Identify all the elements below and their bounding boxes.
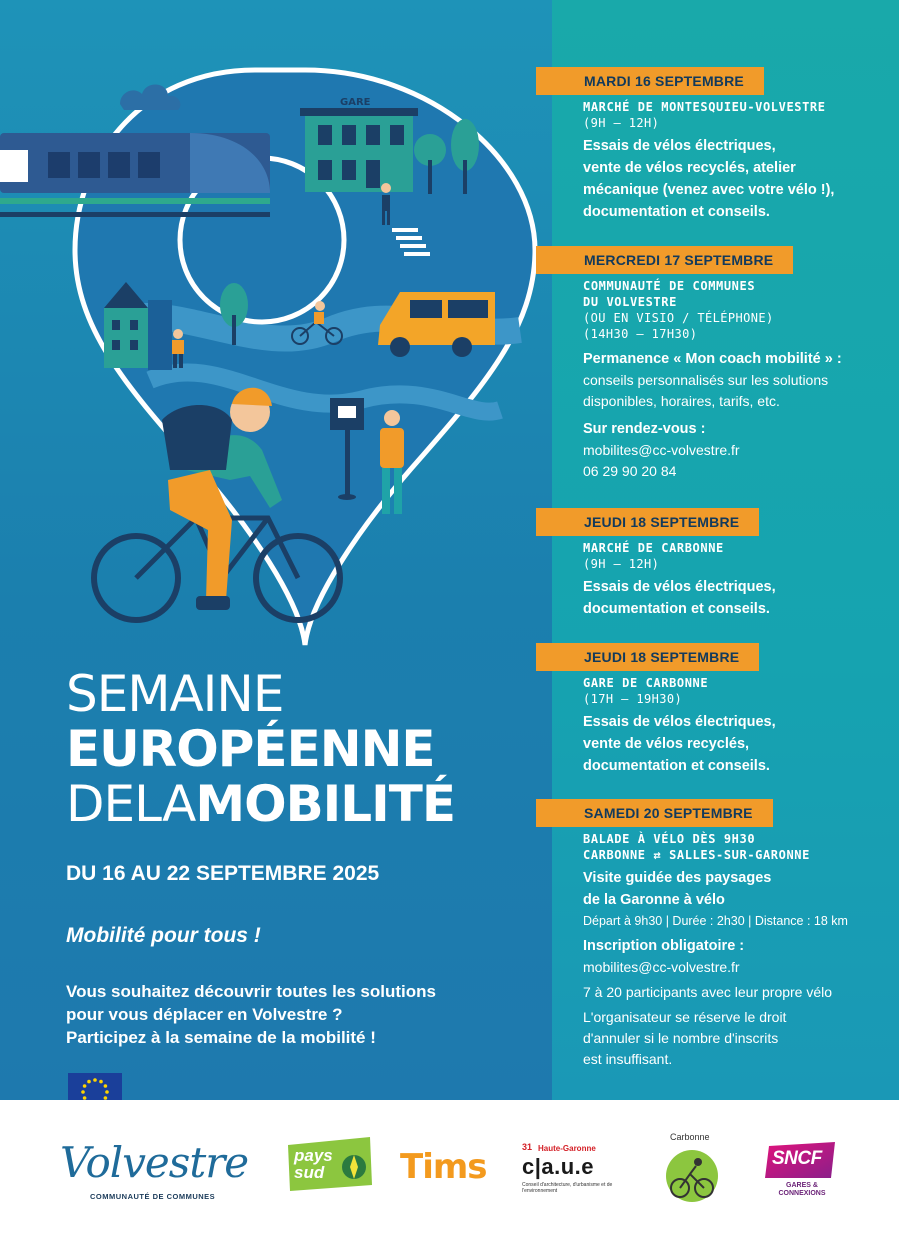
event-hours: (14H30 – 17H30) <box>583 327 698 341</box>
event-place-sub: (OU EN VISIO / TÉLÉPHONE) <box>583 311 774 325</box>
event-description: Essais de vélos électriques, documentation et conseils. <box>583 579 776 617</box>
event-description: Essais de vélos électriques, vente de vélos recyclés, documentation et conseils. <box>583 714 776 774</box>
ride-details: Départ à 9h30 | Durée : 2h30 | Distance : 18 km <box>583 914 848 928</box>
tims-logo[interactable]: Tims <box>400 1147 487 1187</box>
sncf-subtitle: GARES & CONNEXIONS <box>778 1182 826 1197</box>
event-place: GARE DE CARBONNE <box>583 676 709 690</box>
event-description: Essais de vélos électriques, vente de vélos recyclés, atelier mécanique (venez avec votre vélo !), documentation et conseils. <box>583 138 835 220</box>
sncf-wordmark: SNCF <box>772 1148 822 1169</box>
cancellation-notice: L'organisateur se réserve le droit d'annuler si le nombre d'inscrits est insuffisant. <box>583 1009 787 1067</box>
registration-label: Inscription obligatoire : <box>583 938 745 954</box>
event-date-tag: MARDI 16 SEPTEMBRE <box>536 67 764 95</box>
event-hours: (9H – 12H) <box>583 557 660 571</box>
appointment-label: Sur rendez-vous : <box>583 421 706 437</box>
intro-text: Vous souhaitez découvrir toutes les solutions pour vous déplacer en Volvestre ? Participez à la semaine de la mobilité ! <box>66 982 436 1047</box>
event-place-line1: COMMUNAUTÉ DE COMMUNES <box>583 279 756 293</box>
volvestre-wordmark: Volvestre <box>60 1138 249 1187</box>
event-description: Visite guidée des paysages de la Garonne à vélo <box>583 870 772 908</box>
event-hours: (9H – 12H) <box>583 116 660 130</box>
volvestre-subtitle: COMMUNAUTÉ DE COMMUNES <box>90 1192 216 1201</box>
event-date-tag: JEUDI 18 SEPTEMBRE <box>536 643 759 671</box>
event-detail-2: disponibles, horaires, tarifs, etc. <box>583 393 780 409</box>
event-place-line1: BALADE À VÉLO DÈS 9H30 <box>583 832 756 846</box>
mobility-illustration <box>0 0 552 660</box>
pays-sud-wordmark: pays sud <box>294 1146 333 1182</box>
title-line-2: EUROPÉENNE <box>66 720 435 778</box>
pays-sud-logo[interactable] <box>284 1135 376 1193</box>
tagline: Mobilité pour tous ! <box>66 924 261 947</box>
contact-phone[interactable]: 06 29 90 20 84 <box>583 463 677 479</box>
velo-carbonne-town: Carbonne <box>670 1132 710 1142</box>
event-detail-1: conseils personnalisés sur les solutions <box>583 372 829 388</box>
registration-email[interactable]: mobilites@cc-volvestre.fr <box>583 959 740 975</box>
caue-region: Haute-Garonne <box>538 1144 596 1153</box>
volvestre-logo[interactable] <box>60 1138 250 1206</box>
event-place: MARCHÉ DE MONTESQUIEU-VOLVESTRE <box>583 100 826 114</box>
caue-subtitle: Conseil d'architecture, d'urbanisme et de l'environnement <box>522 1182 613 1194</box>
contact-email[interactable]: mobilites@cc-volvestre.fr <box>583 442 740 458</box>
caue-logo[interactable] <box>522 1142 618 1200</box>
event-date-tag: MERCREDI 17 SEPTEMBRE <box>536 246 793 274</box>
event-place: MARCHÉ DE CARBONNE <box>583 541 724 555</box>
event-date-tag: JEUDI 18 SEPTEMBRE <box>536 508 759 536</box>
caue-number: 31 <box>522 1142 533 1152</box>
event-place-line2: DU VOLVESTRE <box>583 295 677 309</box>
station-sign: GARE <box>340 97 371 108</box>
event-period: DU 16 AU 22 SEPTEMBRE 2025 <box>66 862 380 885</box>
main-title <box>66 665 456 833</box>
title-line-1: SEMAINE <box>66 665 284 723</box>
velo-carbonne-logo[interactable] <box>654 1132 730 1212</box>
event-heading: Permanence « Mon coach mobilité » : <box>583 351 842 367</box>
caue-wordmark: c|a.u.e <box>522 1154 595 1179</box>
title-line-3: DELAMOBILITÉ <box>66 775 456 833</box>
event-place-line2: CARBONNE ⇄ SALLES-SUR-GARONNE <box>583 848 810 862</box>
van-icon <box>378 292 495 345</box>
event-date-tag: SAMEDI 20 SEPTEMBRE <box>536 799 773 827</box>
participants-note: 7 à 20 participants avec leur propre vélo <box>583 984 833 1000</box>
event-hours: (17H – 19H30) <box>583 692 683 706</box>
sncf-logo[interactable] <box>765 1140 839 1200</box>
